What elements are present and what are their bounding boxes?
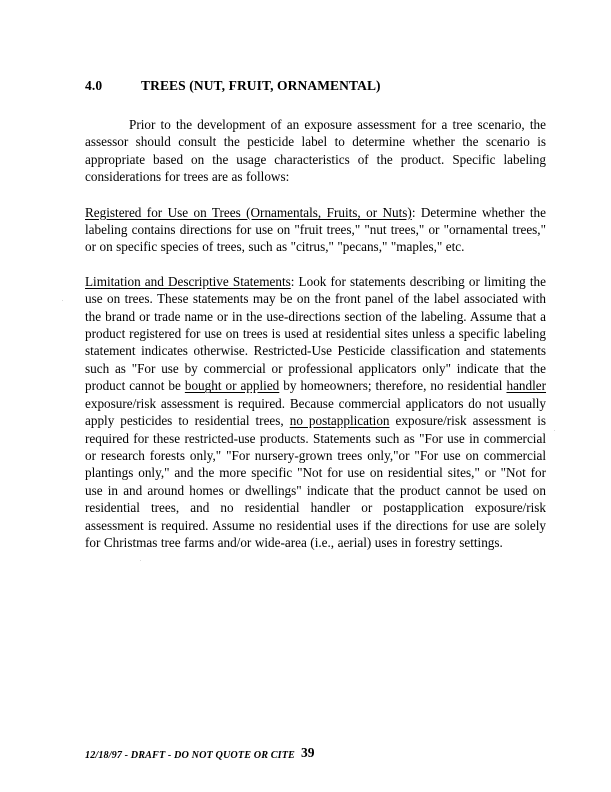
registered-for-use-body: : Determine whether the labeling contains directions for use on "fruit trees," "nut trees," or "ornamental trees," or on specific species of trees, such as "citrus," "pecans," "maples," etc. [85, 204, 546, 255]
limitation-text-part1: : Look for statements describing or limiting the use on trees. These statements may be on the front panel of the label associated with the brand or trade name or in the use-directions section of the labeling. Assume that a product registered for use on trees is used at residential sites unless a specific labeling statement indicates otherwise. Restricted-Use Pesticide classification and statements such as "For use by commercial or professional applicators only" indicate that the product cannot be [85, 273, 546, 394]
limitation-text-part4: exposure/risk assessment is required for these restricted-use products. Statements such as "For use in commercial or research forests only," "For nursery-grown trees only,"or "For use on commercial plantings only," and the more specific "Not for use on residential sites," or "Not for use in and around homes or dwellings" indicate that the product cannot be used on residential trees, and no residential handler or postapplication exposure/risk assessment is required. Assume no residential uses if the directions for use are solely for Christmas tree farms and/or wide-area (i.e., aerial) uses in forestry settings. [85, 413, 546, 550]
footer-draft-notice: 12/18/97 - DRAFT - DO NOT QUOTE OR CITE [85, 750, 295, 761]
section-title: TREES (NUT, FRUIT, ORNAMENTAL) [141, 78, 381, 93]
scan-artifact [62, 300, 63, 301]
scan-artifact [554, 430, 555, 431]
section-number: 4.0 [85, 78, 103, 93]
limitation-emphasis-no-postapplication: no postapplication [289, 413, 390, 429]
registered-for-use-heading: Registered for Use on Trees (Ornamentals, Fruits, or Nuts) [85, 204, 412, 220]
limitation-text-part2: by homeowners; therefore, no residential [279, 378, 507, 394]
page-footer [85, 745, 546, 769]
paragraph-intro: Prior to the development of an exposure assessment for a tree scenario, the assessor should consult the pesticide label to determine whether the scenario is appropriate based on the usage characteristics of the product. Specific labeling considerations for trees are as follows: [85, 117, 546, 185]
page-content [85, 78, 546, 568]
limitation-statements-heading: Limitation and Descriptive Statements [85, 273, 291, 289]
page-number: 39 [301, 745, 315, 760]
limitation-emphasis-bought-or-applied: bought or applied [184, 378, 280, 394]
section-heading [85, 78, 546, 94]
limitation-text-part3: exposure/risk assessment is required. Because commercial applicators do not usually apply pesticides to residential trees, [85, 395, 546, 429]
paragraph-limitation-statements [85, 273, 546, 552]
limitation-emphasis-handler: handler [506, 378, 547, 394]
paragraph-registered-for-use [85, 204, 546, 256]
